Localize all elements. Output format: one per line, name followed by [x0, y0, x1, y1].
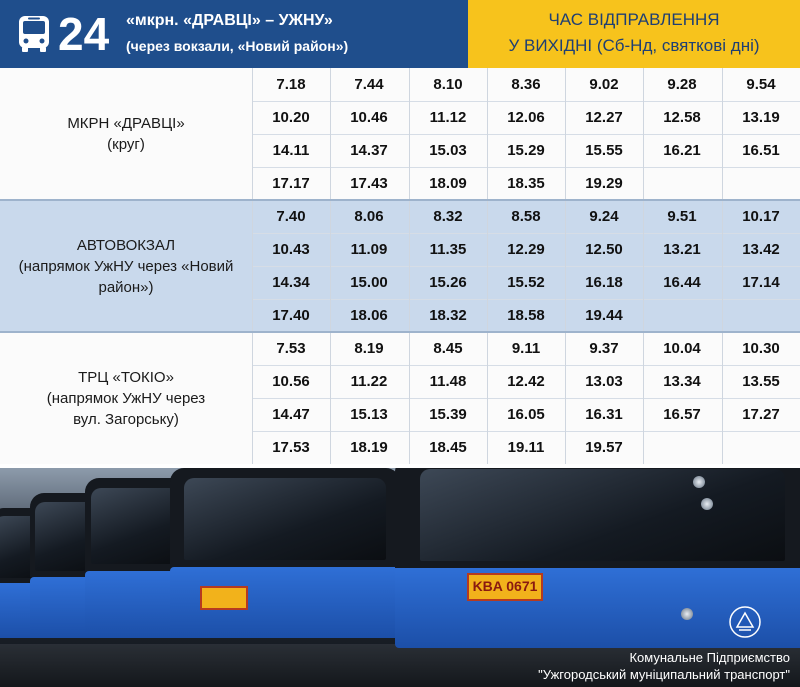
- departure-time-cell: [722, 167, 800, 200]
- stop-name-line: (напрямок УжНУ через: [46, 389, 206, 407]
- departure-time-cell: 16.57: [663, 406, 701, 423]
- departure-time-cell: 12.50: [585, 241, 623, 258]
- row-divider: [252, 266, 800, 267]
- time-row: [252, 332, 800, 365]
- departure-time-cell: 15.13: [350, 406, 388, 423]
- departure-time-cell: 17.40: [272, 307, 310, 324]
- departure-time-cell: 11.22: [350, 373, 388, 390]
- stop-section: [0, 68, 800, 200]
- departure-time-cell: 12.06: [507, 109, 545, 126]
- departure-time-cell: 11.35: [429, 241, 467, 258]
- departure-time-cell: 19.44: [585, 307, 623, 324]
- departure-time-cell: 18.35: [507, 175, 545, 192]
- departure-time-cell: [643, 431, 721, 464]
- departure-time-cell: 13.03: [585, 373, 623, 390]
- departure-time-cell: 7.44: [354, 76, 384, 93]
- departure-time-cell: 19.11: [507, 439, 545, 456]
- departure-time-cell: 9.24: [589, 208, 619, 225]
- departure-time-cell: 8.06: [354, 208, 384, 225]
- departure-time-cell: 13.42: [742, 241, 780, 258]
- departure-time-cell: 8.36: [511, 76, 541, 93]
- departure-time-cell: 15.52: [507, 274, 545, 291]
- departure-time-cell: 14.34: [272, 274, 310, 291]
- departure-time-cell: 14.47: [272, 406, 310, 423]
- time-row: [252, 233, 800, 266]
- route-info-block: [0, 0, 468, 68]
- column-divider: [643, 200, 644, 332]
- column-divider: [722, 68, 723, 200]
- departure-time-cell: 13.34: [663, 373, 701, 390]
- column-divider: [487, 200, 488, 332]
- departure-time-cell: 19.29: [585, 175, 623, 192]
- time-row: [252, 167, 800, 200]
- departure-time-cell: 15.03: [429, 142, 467, 159]
- time-row: [252, 101, 800, 134]
- column-divider: [487, 68, 488, 200]
- departure-time-cell: 18.58: [507, 307, 545, 324]
- departure-time-cell: 10.20: [272, 109, 310, 126]
- departure-time-cell: 8.45: [433, 340, 463, 357]
- departure-time-cell: 9.02: [589, 76, 619, 93]
- departure-time-cell: 15.29: [507, 142, 545, 159]
- departure-time-cell: [722, 299, 800, 332]
- column-divider: [643, 68, 644, 200]
- departure-time-cell: 18.19: [350, 439, 388, 456]
- departure-time-cell: 9.37: [589, 340, 619, 357]
- column-divider: [643, 332, 644, 464]
- time-row: [252, 266, 800, 299]
- stop-name-line: МКРН «ДРАВЦІ»: [67, 115, 185, 132]
- departure-time-cell: 12.58: [663, 109, 701, 126]
- column-divider: [565, 332, 566, 464]
- departure-time-cell: 12.42: [507, 373, 545, 390]
- departure-time-cell: 9.11: [511, 340, 541, 357]
- row-divider: [252, 101, 800, 102]
- departure-time-cell: 16.05: [507, 406, 545, 423]
- departure-time-cell: 10.04: [663, 340, 701, 357]
- route-title: «мкрн. «ДРАВЦІ» – УЖНУ»: [126, 12, 333, 29]
- column-divider: [252, 68, 253, 200]
- company-name-line2: "Ужгородський муніципальний транспорт": [538, 667, 790, 682]
- time-row: [252, 365, 800, 398]
- time-row: [252, 200, 800, 233]
- departure-time-cell: 18.09: [429, 175, 467, 192]
- departure-time-cell: 18.45: [429, 439, 467, 456]
- stop-section: [0, 332, 800, 464]
- departure-time-cell: 14.37: [350, 142, 388, 159]
- departure-time-cell: 13.21: [663, 241, 701, 258]
- departure-time-cell: 8.10: [433, 76, 463, 93]
- row-divider: [252, 299, 800, 300]
- departure-time-cell: 17.43: [350, 175, 388, 192]
- departure-time-cell: 16.21: [663, 142, 701, 159]
- departure-time-cell: 15.00: [350, 274, 388, 291]
- column-divider: [565, 200, 566, 332]
- departure-time-cell: [722, 431, 800, 464]
- departure-time-cell: 16.44: [663, 274, 701, 291]
- departure-time-cell: 16.51: [742, 142, 780, 159]
- departure-time-cell: 10.30: [742, 340, 780, 357]
- departure-time-cell: 15.39: [429, 406, 467, 423]
- stop-name: [0, 235, 252, 298]
- row-divider: [252, 134, 800, 135]
- departure-time-cell: 11.09: [350, 241, 388, 258]
- stop-name-line: (круг): [107, 136, 145, 153]
- departure-title: ЧАС ВІДПРАВЛЕННЯ: [548, 10, 720, 29]
- departure-time-cell: 14.11: [272, 142, 310, 159]
- departure-time-cell: 17.17: [272, 175, 310, 192]
- departure-time-cell: 11.48: [429, 373, 467, 390]
- departure-time-cell: 10.17: [742, 208, 780, 225]
- stop-name: [0, 367, 252, 430]
- departure-time-cell: [643, 299, 721, 332]
- company-name-line1: Комунальне Підприємство: [629, 650, 790, 665]
- stop-name-line: (напрямок УжНУ через «Новий: [18, 257, 234, 275]
- column-divider: [409, 200, 410, 332]
- departure-time-cell: 13.19: [742, 109, 780, 126]
- time-row: [252, 299, 800, 332]
- row-divider: [252, 365, 800, 366]
- departure-time-cell: 9.28: [667, 76, 697, 93]
- column-divider: [409, 332, 410, 464]
- row-divider: [252, 431, 800, 432]
- departure-time-cell: 12.27: [585, 109, 623, 126]
- row-divider: [252, 398, 800, 399]
- column-divider: [409, 68, 410, 200]
- column-divider: [565, 68, 566, 200]
- departure-subtitle: У ВИХІДНІ (Сб-Нд, святкові дні): [508, 36, 760, 55]
- column-divider: [722, 200, 723, 332]
- departure-time-cell: 7.53: [276, 340, 306, 357]
- departure-time-cell: 18.32: [429, 307, 467, 324]
- stop-name-line: район»): [98, 278, 154, 296]
- departure-time-cell: 17.14: [742, 274, 780, 291]
- column-divider: [330, 200, 331, 332]
- departure-time-cell: 9.54: [746, 76, 776, 93]
- departure-time-cell: [643, 167, 721, 200]
- time-row: [252, 134, 800, 167]
- bus-icon: [16, 14, 52, 54]
- departure-time-cell: 10.56: [272, 373, 310, 390]
- departure-time-cell: 13.55: [742, 373, 780, 390]
- section-divider: [0, 199, 800, 201]
- header: [0, 0, 800, 68]
- departure-time-cell: 17.53: [272, 439, 310, 456]
- license-plate: KBA 0671: [467, 573, 543, 601]
- column-divider: [487, 332, 488, 464]
- departure-time-cell: 7.40: [276, 208, 306, 225]
- column-divider: [252, 200, 253, 332]
- departure-time-cell: 8.19: [354, 340, 384, 357]
- route-number: 24: [58, 8, 110, 60]
- departure-time-cell: 15.26: [429, 274, 467, 291]
- route-via: (через вокзали, «Новий район»): [126, 38, 349, 54]
- time-row: [252, 398, 800, 431]
- stop-name: [0, 113, 252, 155]
- stop-name-line: вул. Загорську): [73, 410, 179, 428]
- column-divider: [330, 68, 331, 200]
- departure-time-cell: 16.18: [585, 274, 623, 291]
- departure-time-cell: 15.55: [585, 142, 623, 159]
- departure-time-cell: 10.43: [272, 241, 310, 258]
- column-divider: [252, 332, 253, 464]
- departure-time-cell: 19.57: [585, 439, 623, 456]
- column-divider: [722, 332, 723, 464]
- stop-name-line: АВТОВОКЗАЛ: [76, 236, 176, 254]
- departure-time-cell: 18.06: [350, 307, 388, 324]
- departure-time-block: [468, 0, 800, 68]
- column-divider: [330, 332, 331, 464]
- section-divider: [0, 331, 800, 333]
- departure-time-cell: 7.18: [276, 76, 306, 93]
- timetable: [0, 68, 800, 468]
- stop-name-line: ТРЦ «ТОКІО»: [78, 368, 174, 386]
- departure-time-cell: 8.58: [511, 208, 541, 225]
- departure-time-cell: 8.32: [433, 208, 463, 225]
- row-divider: [252, 167, 800, 168]
- departure-time-cell: 16.31: [585, 406, 623, 423]
- company-logo-icon: [728, 605, 762, 639]
- stop-section: [0, 200, 800, 332]
- departure-time-cell: 12.29: [507, 241, 545, 258]
- departure-time-cell: 17.27: [742, 406, 780, 423]
- departure-time-cell: 10.46: [350, 109, 388, 126]
- time-row: [252, 68, 800, 101]
- departure-time-cell: 11.12: [429, 109, 467, 126]
- row-divider: [252, 233, 800, 234]
- departure-time-cell: 9.51: [667, 208, 697, 225]
- bus-image: [170, 468, 400, 638]
- time-row: [252, 431, 800, 464]
